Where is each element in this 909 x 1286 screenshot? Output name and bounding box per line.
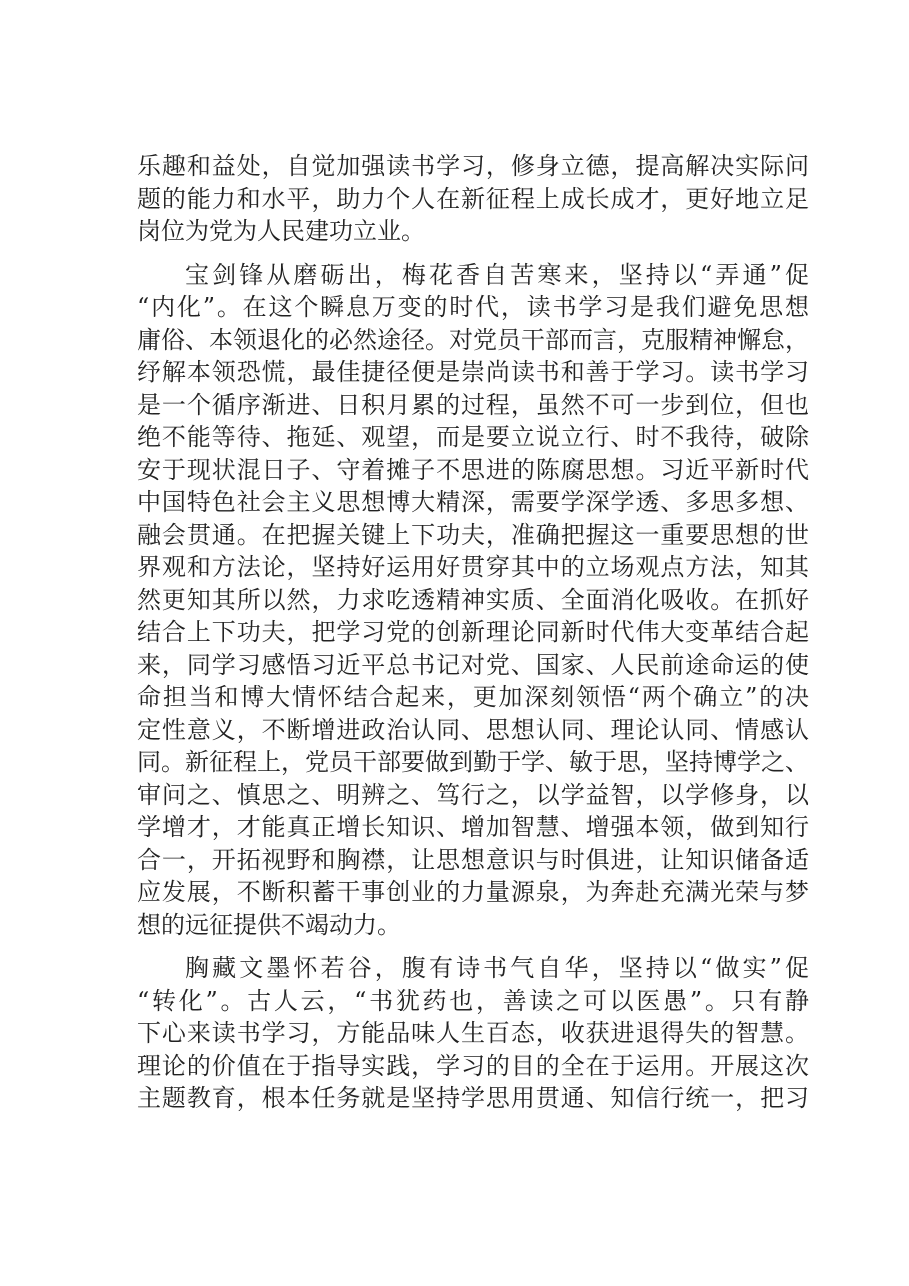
text-line: 是一个循序渐进、日积月累的过程，虽然不可一步到位，但也 <box>137 390 809 419</box>
text-line: 定性意义，不断增进政治认同、思想认同、理论认同、情感认 <box>137 715 809 744</box>
text-line: 安于现状混日子、守着摊子不思进的陈腐思想。习近平新时代 <box>137 455 809 484</box>
text-line: 想的远征提供不竭动力。 <box>137 910 401 939</box>
text-line: “内化”。在这个瞬息万变的时代，读书学习是我们避免思想 <box>137 293 809 321</box>
text-line: 结合上下功夫，把学习党的创新理论同新时代伟大变革结合起 <box>137 618 809 646</box>
text-line: 主题教育，根本任务就是坚持学思用贯通、知信行统一，把习 <box>137 1084 809 1112</box>
document-body <box>137 150 809 1115</box>
text-line: 融会贯通。在把握关键上下功夫，准确把握这一重要思想的世 <box>137 520 809 549</box>
text-line: 乐趣和益处，自觉加强读书学习，修身立德，提高解决实际问 <box>137 152 809 180</box>
text-line: 来，同学习感悟习近平总书记对党、国家、人民前途命运的使 <box>137 650 809 679</box>
text-line: 题的能力和水平，助力个人在新征程上成长成才，更好地立足 <box>137 184 809 213</box>
text-line: 庸俗、本领退化的必然途径。对党员干部而言，克服精神懈怠， <box>137 325 809 354</box>
text-line: 中国特色社会主义思想博大精深，需要学深学透、多思多想、 <box>137 488 809 516</box>
text-line: “转化”。古人云，“书犹药也，善读之可以医愚”。只有静 <box>137 986 809 1015</box>
text-line: 宝剑锋从磨砺出，梅花香自苦寒来，坚持以“弄通”促 <box>185 260 809 289</box>
text-line: 岗位为党为人民建功立业。 <box>137 217 425 245</box>
paragraph-2 <box>137 259 809 942</box>
text-line: 然更知其所以然，力求吃透精神实质、全面消化吸收。在抓好 <box>137 585 809 614</box>
text-line: 界观和方法论，坚持好运用好贯穿其中的立场观点方法，知其 <box>137 553 809 581</box>
text-line: 下心来读书学习，方能品味人生百态，收获进退得失的智慧。 <box>137 1019 809 1047</box>
text-line: 命担当和博大情怀结合起来，更加深刻领悟“两个确立”的决 <box>137 683 809 711</box>
paragraph-3 <box>137 952 809 1115</box>
text-line: 合一，开拓视野和胸襟，让思想意识与时俱进，让知识储备适 <box>137 845 809 874</box>
text-line: 同。新征程上，党员干部要做到勤于学、敏于思，坚持博学之、 <box>137 748 809 776</box>
text-line: 理论的价值在于指导实践，学习的目的全在于运用。开展这次 <box>137 1051 809 1080</box>
text-line: 纾解本领恐慌，最佳捷径便是崇尚读书和善于学习。读书学习 <box>137 358 809 386</box>
text-line: 绝不能等待、拖延、观望，而是要立说立行、时不我待，破除 <box>137 423 809 451</box>
text-line: 胸藏文墨怀若谷，腹有诗书气自华，坚持以“做实”促 <box>185 954 809 982</box>
text-line: 应发展，不断积蓄干事创业的力量源泉，为奔赴充满光荣与梦 <box>137 878 809 906</box>
text-line: 学增才，才能真正增长知识、增加智慧、增强本领，做到知行 <box>137 813 809 841</box>
paragraph-1 <box>137 150 809 248</box>
text-line: 审问之、慎思之、明辨之、笃行之，以学益智，以学修身，以 <box>137 780 809 809</box>
